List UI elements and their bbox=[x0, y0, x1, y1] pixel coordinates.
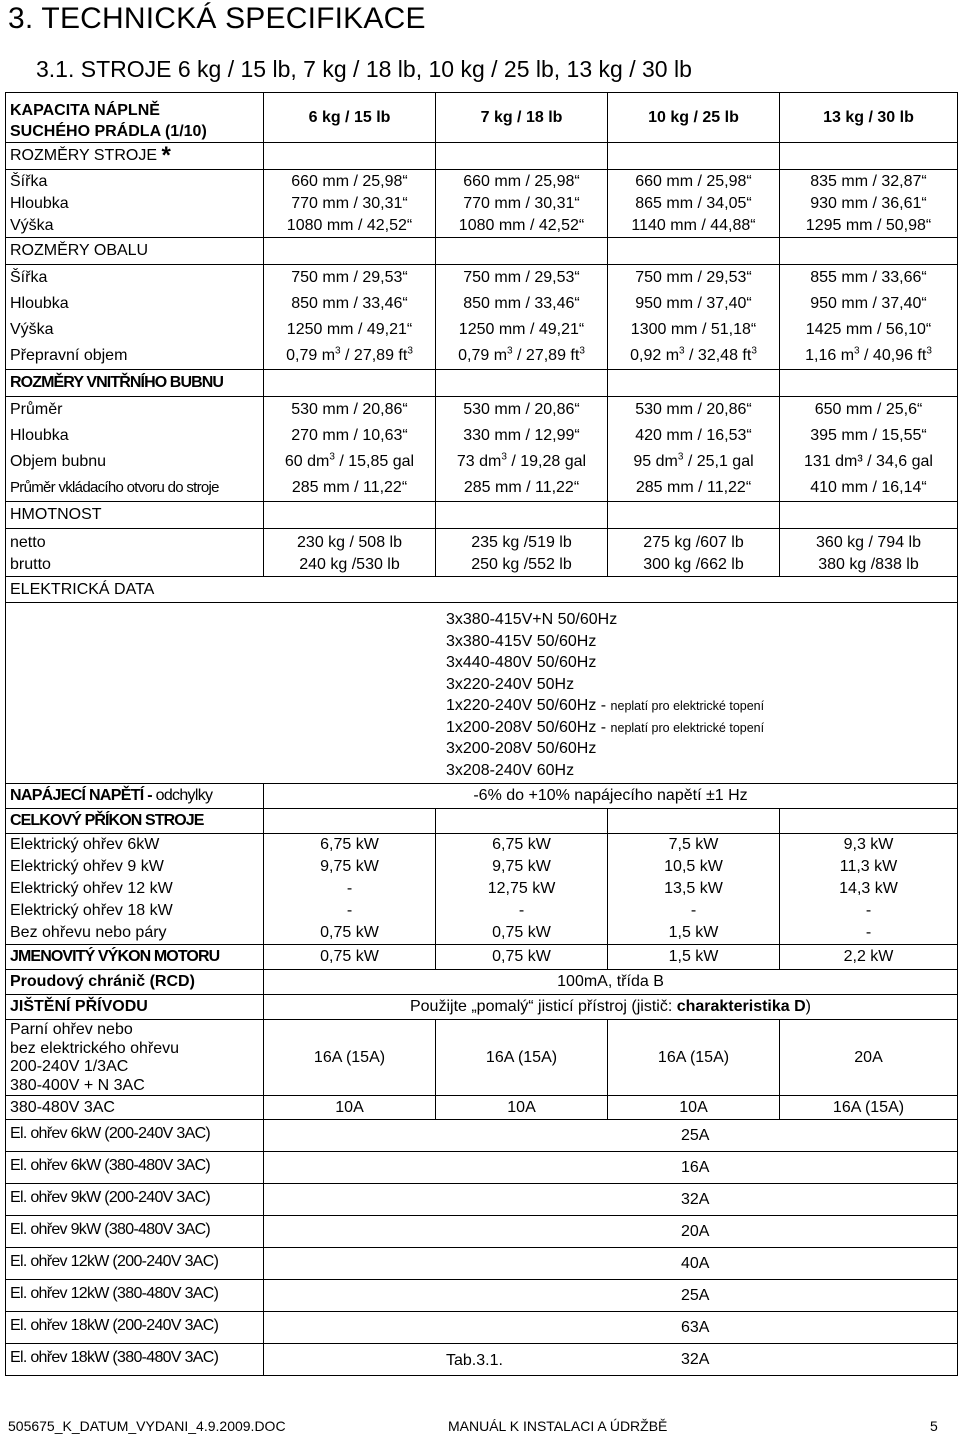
footer-page-number: 5 bbox=[930, 1418, 938, 1434]
footer-filename: 505675_K_DATUM_VYDANI_4.9.2009.DOC bbox=[8, 1418, 286, 1434]
fuse-row: JIŠTĚNÍ PŘÍVODU Použijte „pomalý“ jisticí přístroj (jistič: charakteristika D) bbox=[6, 995, 958, 1020]
asterisk-mark: * bbox=[161, 142, 171, 169]
heater-row: El. ohřev 6kW (200-240V 3AC) 25A bbox=[6, 1120, 958, 1152]
section-machine-dimensions bbox=[6, 143, 958, 170]
package-dimensions-rows: Šířka Hloubka Výška Přepravní objem 750 mm / 29,53“ 850 mm / 33,46“ 1250 mm / 49,21“ 0,79 $m^3 / 27,89$ $ft^3$ 750 mm / 29,53“ 850 mm / 33,46“ 1250 mm / 49,21“ 0,79 $m^3 / 27,89$ $ft^3$ 750 mm / 29,53“ 950 mm / 37,40“ 1300 mm / 51,18“ 0,92 $m^3 / 32,48$ $ft^3$ 855 mm / 33,66“ 950 mm / 37,40“ 1425 mm / 56,10“ 1,16 $m^3 / 40,96$ $ft^3$ bbox=[6, 265, 958, 370]
rcd-row: Proudový chránič (RCD) 100mA, třída B bbox=[6, 970, 958, 995]
section-title: 3.1. STROJE 6 kg / 15 lb, 7 kg / 18 lb, 10 kg / 25 lb, 13 kg / 30 lb bbox=[36, 56, 692, 82]
capacity-label: KAPACITA NÁPLNĚ SUCHÉHO PRÁDLA (1/10) bbox=[6, 93, 264, 143]
section-package-dimensions: ROZMĚRY OBALU bbox=[6, 238, 958, 265]
supply-voltage-row: NAPÁJECÍ NAPĚTÍ - odchylky -6% do +10% napájecího napětí ±1 Hz bbox=[6, 784, 958, 809]
motor-power-row: JMENOVITÝ VÝKON MOTORU 0,75 kW 0,75 kW 1,5 kW 2,2 kW bbox=[6, 945, 958, 970]
steam-heating-row: Parní ohřev nebo bez elektrického ohřevu 200-240V 1/3AC 380-400V + N 3AC 16A (15A) 16A (15A) 16A (15A) 20A bbox=[6, 1020, 958, 1096]
table-caption: Tab.3.1. bbox=[446, 1352, 503, 1369]
heater-row: El. ohřev 12kW (380-480V 3AC) 25A bbox=[6, 1280, 958, 1312]
heater-row: El. ohřev 6kW (380-480V 3AC) 16A bbox=[6, 1152, 958, 1184]
heater-row: El. ohřev 9kW (380-480V 3AC) 20A bbox=[6, 1216, 958, 1248]
drum-dimensions-rows: Průměr Hloubka Objem bubnu Průměr vkládacího otvoru do stroje 530 mm / 20,86“ 270 mm / 10,63“ 60 $dm^3 / 15,85$ gal 285 mm / 11,22“ 530 mm / 20,86“ 330 mm / 12,99“ 73 $dm^3 / 19,28$ gal 285 mm / 11,22“ 530 mm / 20,86“ 420 mm / 16,53“ 95 $dm^3 / 25,1$ gal 285 mm / 11,22“ 650 mm / 25,6“ 395 mm / 15,55“ 131 dm³ / 34,6 gal 410 mm / 16,14“ bbox=[6, 397, 958, 502]
section-total-power: CELKOVÝ PŘÍKON STROJE bbox=[6, 809, 958, 834]
heater-row: El. ohřev 18kW (200-240V 3AC) 63A bbox=[6, 1312, 958, 1344]
heater-row: El. ohřev 18kW (380-480V 3AC) 32A bbox=[6, 1344, 958, 1376]
electrical-voltages: 3x380-415V+N 50/60Hz 3x380-415V 50/60Hz 3x440-480V 50/60Hz 3x220-240V 50Hz 1x220-240V 50/60Hz - neplatí pro elektrické topení 1x200-208V 50/60Hz - neplatí pro elektrické topení 3x200-208V 50/60Hz 3x208-240V 60Hz bbox=[6, 603, 958, 784]
total-power-rows: Elektrický ohřev 6kW Elektrický ohřev 9 kW Elektrický ohřev 12 kW Elektrický ohřev 18 kW Bez ohřevu nebo páry 6,75 kW 9,75 kW - - 0,75 kW 6,75 kW 9,75 kW 12,75 kW - 0,75 kW 7,5 kW 10,5 kW 13,5 kW - 1,5 kW 9,3 kW 11,3 kW 14,3 kW - - bbox=[6, 834, 958, 945]
section-heading: ROZMĚRY STROJE bbox=[10, 147, 157, 165]
col-header-10kg: 10 kg / 25 lb bbox=[608, 93, 780, 143]
spec-table bbox=[5, 92, 958, 1376]
heater-row: El. ohřev 12kW (200-240V 3AC) 40A bbox=[6, 1248, 958, 1280]
ac380-row: 380-480V 3AC 10A 10A 10A 16A (15A) bbox=[6, 1096, 958, 1120]
col-header-7kg: 7 kg / 18 lb bbox=[436, 93, 608, 143]
col-header-13kg: 13 kg / 30 lb bbox=[780, 93, 958, 143]
col-header-6kg: 6 kg / 15 lb bbox=[264, 93, 436, 143]
section-weight: HMOTNOST bbox=[6, 502, 958, 529]
heater-row: El. ohřev 9kW (200-240V 3AC) 32A bbox=[6, 1184, 958, 1216]
header-row bbox=[6, 93, 958, 143]
section-electrical: ELEKTRICKÁ DATA bbox=[6, 577, 958, 603]
weight-rows: netto brutto 230 kg / 508 lb 240 kg /530 lb 235 kg /519 lb 250 kg /552 lb 275 kg /607 lb 300 kg /662 lb 360 kg / 794 lb 380 kg /838 lb bbox=[6, 529, 958, 577]
footer-manual-title: MANUÁL K INSTALACI A ÚDRŽBĚ bbox=[448, 1418, 668, 1434]
machine-dimensions-rows: Šířka Hloubka Výška 660 mm / 25,98“ 770 mm / 30,31“ 1080 mm / 42,52“ 660 mm / 25,98“ 770 mm / 30,31“ 1080 mm / 42,52“ 660 mm / 25,98“ 865 mm / 34,05“ 1140 mm / 44,88“ 835 mm / 32,87“ 930 mm / 36,61“ 1295 mm / 50,98“ bbox=[6, 170, 958, 238]
page-title: 3. TECHNICKÁ SPECIFIKACE bbox=[8, 2, 426, 35]
section-drum-dimensions: ROZMĚRY VNITŘNÍHO BUBNU bbox=[6, 370, 958, 397]
